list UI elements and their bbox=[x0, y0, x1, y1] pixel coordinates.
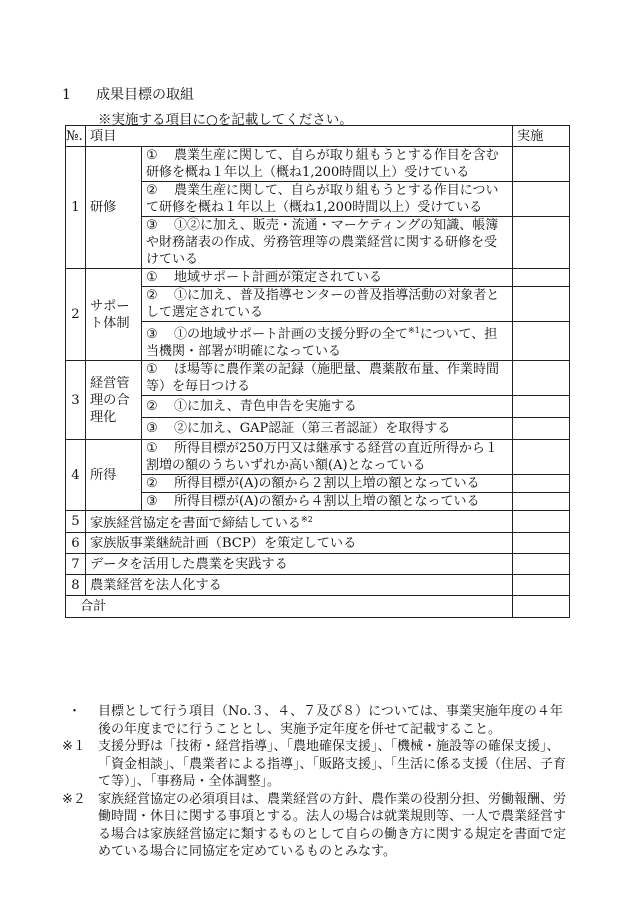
note-item bbox=[62, 791, 572, 861]
subitem-label: ① bbox=[146, 148, 158, 163]
subitem-text: ② 所得目標が(A)の額から２割以上増の額となっている bbox=[142, 475, 513, 493]
row-number: 6 bbox=[66, 533, 86, 554]
check-cell[interactable] bbox=[513, 418, 570, 440]
table-row bbox=[66, 287, 570, 322]
total-check-cell[interactable] bbox=[513, 596, 570, 618]
row-number: 8 bbox=[66, 575, 86, 596]
row-number: 5 bbox=[66, 511, 86, 533]
note-mark: ・ bbox=[68, 704, 82, 719]
footnote-ref: ※2 bbox=[301, 515, 313, 524]
note-text: 支援分野は「技術・経営指導」、「農地確保支援」、「機械・施設等の確保支援」、「資金相談」、「農業者による指導」、「販路支援」、「生活に係る支援（住居、子育て等）」、「事務局・全体調整」。 bbox=[98, 739, 567, 789]
note-text: 家族経営協定の必須項目は、農業経営の方針、農作業の役割分担、労働報酬、労働時間・休日に関する事項とする。法人の場合は就業規則等、一人で農業経営する場合は家族経営協定に類するものとして自らの働き方に関する規定を書面で定めている場合に同協定を定めているものとみなす。 bbox=[98, 791, 567, 859]
check-cell[interactable] bbox=[513, 269, 570, 287]
row-number: 7 bbox=[66, 554, 86, 575]
table-header-row bbox=[66, 126, 570, 147]
table-row bbox=[66, 554, 570, 575]
notes bbox=[62, 703, 572, 861]
subitem-label: ③ bbox=[146, 218, 158, 233]
subitem-text: ① ほ場等に農作業の記録（施肥量、農薬散布量、作業時間等）を毎日つける bbox=[142, 361, 513, 396]
note-item bbox=[62, 703, 572, 738]
subitem-text: ③ ①②に加え、販売・流通・マーケティングの知識、帳簿や財務諸表の作成、労務管理等の農業経営に関する研修を受けている bbox=[142, 217, 513, 269]
subitem-text: ① 農業生産に関して、自らが取り組もうとする作目を含む研修を概ね１年以上（概ね1,200時間以上）受けている bbox=[142, 147, 513, 182]
check-cell[interactable] bbox=[513, 287, 570, 322]
table-row bbox=[66, 269, 570, 287]
subitem-text: ② 農業生産に関して、自らが取り組もうとする作目について研修を概ね１年以上（概ね1,200時間以上）受けている bbox=[142, 182, 513, 217]
subitem-text: ③ ①の地域サポート計画の支援分野の全て$^{※1}$について、担当機関・部署が明確になっている bbox=[142, 322, 513, 361]
table-row bbox=[66, 440, 570, 475]
subitem-text: ① 所得目標が250万円又は継承する経営の直近所得から１割増の額のうちいずれか高い額(A)となっている bbox=[142, 440, 513, 475]
subitem-label: ① bbox=[146, 362, 158, 377]
check-cell[interactable] bbox=[513, 361, 570, 396]
check-cell[interactable] bbox=[513, 182, 570, 217]
row-number: 3 bbox=[66, 361, 86, 440]
subitem-label: ③ bbox=[146, 327, 158, 342]
table-row bbox=[66, 361, 570, 396]
check-cell[interactable] bbox=[513, 217, 570, 269]
row-number: 4 bbox=[66, 440, 86, 511]
subitem-text: ③ ②に加え、GAP認証（第三者認証）を取得する bbox=[142, 418, 513, 440]
table-row bbox=[66, 533, 570, 554]
goals-table bbox=[65, 125, 570, 618]
check-cell[interactable] bbox=[513, 533, 570, 554]
section-title: 成果目標の取組 bbox=[96, 87, 194, 103]
check-cell[interactable] bbox=[513, 511, 570, 533]
category-label: 研修 bbox=[86, 147, 142, 269]
total-row bbox=[66, 596, 570, 618]
section-number: 1 bbox=[62, 87, 71, 103]
check-cell[interactable] bbox=[513, 147, 570, 182]
subitem-text: ① 地域サポート計画が策定されている bbox=[142, 269, 513, 287]
subitem-label: ② bbox=[146, 476, 158, 491]
note-text: 目標として行う項目（No.３、４、７及び８）については、事業実施年度の４年後の年度までに行うこととし、実施予定年度を併せて記載すること。 bbox=[98, 704, 563, 737]
subitem-label: ① bbox=[146, 270, 158, 285]
check-cell[interactable] bbox=[513, 475, 570, 493]
table-row bbox=[66, 493, 570, 511]
check-cell[interactable] bbox=[513, 322, 570, 361]
subitem-label: ① bbox=[146, 441, 158, 456]
check-cell[interactable] bbox=[513, 554, 570, 575]
row-number: 1 bbox=[66, 147, 86, 269]
footnote-ref: ※1 bbox=[408, 326, 420, 335]
note-mark: ※１ bbox=[62, 739, 86, 754]
subitem-label: ② bbox=[146, 183, 158, 198]
check-cell[interactable] bbox=[513, 575, 570, 596]
header-item: 項目 bbox=[86, 126, 513, 147]
check-cell[interactable] bbox=[513, 440, 570, 475]
note-mark: ※２ bbox=[62, 791, 86, 807]
header-no: №. bbox=[66, 126, 86, 147]
row-text: データを活用した農業を実践する bbox=[86, 554, 513, 575]
instruction-text: ※実施する項目に○を記載してください。 bbox=[98, 112, 353, 128]
row-text: 家族経営協定を書面で締結している$^{※2}$ bbox=[86, 511, 513, 533]
row-text: 家族版事業継続計画（BCP）を策定している bbox=[86, 533, 513, 554]
total-label: 合計 bbox=[66, 596, 513, 618]
header-check: 実施 bbox=[513, 126, 570, 147]
section-heading bbox=[62, 84, 194, 104]
row-text: 農業経営を法人化する bbox=[86, 575, 513, 596]
table-row bbox=[66, 182, 570, 217]
subitem-text: ② ①に加え、普及指導センターの普及指導活動の対象者として選定されている bbox=[142, 287, 513, 322]
note-item bbox=[62, 738, 572, 791]
table-row bbox=[66, 418, 570, 440]
table-row bbox=[66, 322, 570, 361]
table-row bbox=[66, 217, 570, 269]
category-label: 経営管理の合理化 bbox=[86, 361, 142, 440]
table-row bbox=[66, 575, 570, 596]
table-row bbox=[66, 475, 570, 493]
subitem-text: ③ 所得目標が(A)の額から４割以上増の額となっている bbox=[142, 493, 513, 511]
check-cell[interactable] bbox=[513, 493, 570, 511]
row-number: 2 bbox=[66, 269, 86, 361]
subitem-label: ③ bbox=[146, 421, 158, 436]
subitem-label: ② bbox=[146, 288, 158, 303]
subitem-label: ② bbox=[146, 399, 158, 414]
table-row bbox=[66, 147, 570, 182]
table-row bbox=[66, 396, 570, 418]
table-row bbox=[66, 511, 570, 533]
subitem-text: ② ①に加え、青色申告を実施する bbox=[142, 396, 513, 418]
category-label: サポート体制 bbox=[86, 269, 142, 361]
category-label: 所得 bbox=[86, 440, 142, 511]
subitem-label: ③ bbox=[146, 494, 158, 509]
check-cell[interactable] bbox=[513, 396, 570, 418]
